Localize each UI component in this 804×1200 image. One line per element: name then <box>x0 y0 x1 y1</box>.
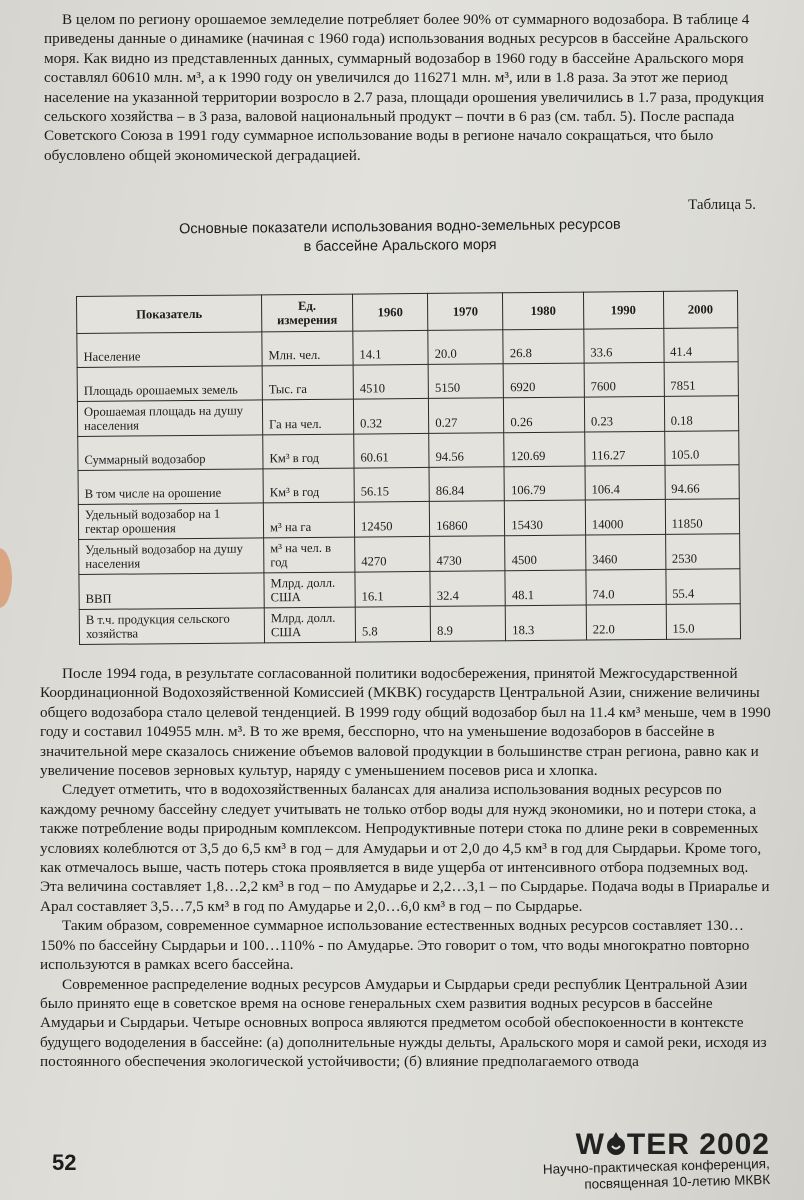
row-indicator: В т.ч. продукция сельского хозяйства <box>79 608 264 645</box>
row-value: 116.27 <box>585 431 665 466</box>
row-value: 4730 <box>430 536 505 572</box>
row-value: 41.4 <box>663 328 738 363</box>
row-value: 4510 <box>353 364 428 399</box>
table-row <box>78 499 739 540</box>
row-unit: м³ на га <box>263 502 354 538</box>
row-value: 4500 <box>505 535 586 571</box>
row-value: 0.32 <box>353 398 428 434</box>
row-value: 12450 <box>354 501 429 537</box>
row-value: 0.26 <box>504 397 585 433</box>
row-value: 106.79 <box>504 466 585 501</box>
row-unit: Тыс. га <box>262 365 353 400</box>
row-unit: Км³ в год <box>263 468 354 503</box>
row-value: 20.0 <box>428 330 503 365</box>
table-row <box>77 396 738 437</box>
row-unit: Км³ в год <box>263 434 354 469</box>
row-value: 60.61 <box>354 433 429 468</box>
conference-line1: Научно-практическая конференция, <box>542 1155 770 1177</box>
row-value: 94.56 <box>429 433 504 468</box>
row-value: 5.8 <box>355 606 430 642</box>
row-value: 105.0 <box>664 431 739 466</box>
header-1960: 1960 <box>352 293 427 331</box>
row-indicator: Удельный водозабор на душу населения <box>79 538 264 575</box>
paragraph-losses: Следует отметить, что в водохозяйственных балансах для анализа использования водных ресурсов по каждому речному бассейну следует учитывать не только отбор воды для нужд экономики, но и потери стока, а также потребление воды природным комплексом. Непродуктивные потери стока по длине реки в современных условиях колеблются от 3,5 до 6,5 км³ в год – для Амударьи и от 2,0 до 4,5 км³ в год для Сырдарьи. Кроме того, как отмечалось выше, часть потерь стока проявляется в виде ущерба от интенсивного отбора подземных вод. Эта величина составляет 1,8…2,2 км³ в год – по Амударье и 2,2…3,1 – по Сырдарье. Подача воды в Приаралье и Арал составляет 3,5…7,5 км³ в год по Амударье и 2,0…6,0 км³ в год – по Сырдарье. <box>40 781 770 915</box>
table-row <box>78 465 739 505</box>
table-row <box>79 534 740 575</box>
row-value: 0.23 <box>584 396 664 432</box>
row-value: 7851 <box>664 362 739 397</box>
row-value: 106.4 <box>585 465 665 500</box>
row-indicator: Население <box>77 332 262 368</box>
row-value: 4270 <box>355 536 430 572</box>
table-label: Таблица 5. <box>688 197 756 213</box>
row-value: 74.0 <box>586 569 666 605</box>
row-value: 6920 <box>503 363 584 398</box>
table-row <box>78 431 739 471</box>
row-indicator: Суммарный водозабор <box>78 435 263 471</box>
row-value: 15430 <box>505 500 586 536</box>
finger-edge <box>0 548 12 608</box>
row-value: 56.15 <box>354 467 429 502</box>
row-value: 26.8 <box>503 329 584 364</box>
row-value: 22.0 <box>586 604 666 640</box>
row-unit: Млрд. долл. США <box>264 607 355 643</box>
row-value: 94.66 <box>665 465 740 500</box>
row-indicator: В том числе на орошение <box>78 469 263 505</box>
logo-text-rest: TER 2002 <box>626 1128 770 1161</box>
row-value: 5150 <box>428 364 503 399</box>
header-1990: 1990 <box>583 291 663 329</box>
row-indicator: Удельный водозабор на 1 гектар орошения <box>78 503 263 540</box>
page-number: 52 <box>52 1150 77 1175</box>
table-title-line1: Основные показатели использования водно-земельных ресурсов <box>178 216 621 238</box>
row-unit: м³ на чел. в год <box>264 537 355 573</box>
row-value: 120.69 <box>504 432 585 467</box>
row-value: 18.3 <box>506 605 587 641</box>
body-text-lower <box>40 664 772 1072</box>
row-value: 15.0 <box>666 604 741 640</box>
row-indicator: ВВП <box>79 573 264 610</box>
row-value: 11850 <box>665 499 740 535</box>
logo-letter-w: W <box>575 1128 605 1161</box>
row-unit: Млн. чел. <box>262 331 353 366</box>
header-1970: 1970 <box>428 293 503 331</box>
table-row <box>77 328 738 368</box>
row-value: 55.4 <box>665 569 740 605</box>
row-indicator: Площадь орошаемых земель <box>77 366 262 402</box>
conference-caption <box>460 1156 771 1196</box>
row-value: 86.84 <box>429 467 504 502</box>
row-value: 2530 <box>665 534 740 570</box>
table-row <box>79 569 740 610</box>
header-1980: 1980 <box>503 292 584 330</box>
row-value: 32.4 <box>430 571 505 607</box>
row-unit: Млрд. долл. США <box>264 572 355 608</box>
table-title-line2: в бассейне Аральского моря <box>303 236 497 256</box>
paragraph-water-saving: После 1994 года, в результате согласованной политики водосбережения, принятой Межгосударственной Координационной Водохозяйственной Комиссией (МКВК) государств Центральной Азии, снижение величины общего водозабора стало целевой тенденцией. В 1999 году общий водозабор был на 11.4 км³ меньше, чем в 1990 году и составил 104955 млн. м³. В то же время, бесспорно, что на уменьшение водозаборов в бассейне в значительной мере сказалось снижение объемов валовой продукции в большинстве стран региона, равно как и увеличение посевов зерновых культур, наряду с уменьшением посевов риса и хлопка. <box>40 665 771 780</box>
paragraph-reuse: Таким образом, современное суммарное использование естественных водных ресурсов составляет 130…150% по бассейну Сырдарьи и 100…110% - по Амударье. Это говорит о том, что воды многократно повторно используются в рамках всего бассейна. <box>40 917 750 974</box>
row-value: 0.18 <box>664 396 739 432</box>
row-value: 48.1 <box>505 570 586 606</box>
table-row <box>79 604 740 645</box>
table-title <box>120 215 680 259</box>
conference-line2: посвященная 10-летию МКВК <box>584 1171 771 1192</box>
row-value: 7600 <box>584 362 664 397</box>
row-value: 8.9 <box>430 606 505 642</box>
row-value: 14000 <box>585 499 665 535</box>
row-indicator: Орошаемая площадь на душу населения <box>77 400 262 437</box>
row-value: 3460 <box>585 534 665 570</box>
table-row <box>77 362 738 402</box>
row-value: 0.27 <box>429 398 504 434</box>
header-2000: 2000 <box>663 291 738 329</box>
row-unit: Га на чел. <box>262 399 353 435</box>
header-unit: Ед. измерения <box>261 294 352 332</box>
row-value: 16860 <box>429 501 504 537</box>
row-value: 16.1 <box>355 571 430 607</box>
data-table <box>76 290 741 645</box>
paragraph-intro: В целом по региону орошаемое земледелие потребляет более 90% от суммарного водозабора. В таблице 4 приведены данные о динамике (начиная с 1960 года) использования водных ресурсов в бассейне Аральского моря. Как видно из представленных данных, суммарный водозабор в 1960 году в бассейне Аральского моря составлял 60610 млн. м³, а к 1990 году он увеличился до 116271 млн. м³, или в 1.8 раза. За этот же период население на указанной территории возросло в 2.7 раза, площади орошения увеличились в 1.7 раза, продукция сельского хозяйства – в 3 раза, валовой национальный продукт – почти в 6 раз (см. табл. 5). После распада Советского Союза в 1991 году суммарное использование воды в регионе начало сокращаться, что было обусловлено общей экономической деградацией. <box>44 11 764 164</box>
water-drop-icon <box>606 1131 626 1157</box>
row-value: 33.6 <box>584 328 664 363</box>
paragraph-distribution: Современное распределение водных ресурсов Амударьи и Сырдарьи среди республик Центральной Азии было принято еще в советское время на основе генеральных схем развития водных ресурсов в бассейне Амударьи и Сырдарьи. Четыре основных вопроса являются предметом особой обеспокоенности в контексте будущего вододеления в бассейне: (а) дополнительные нужды дельты, Аральского моря и самой реки, исходя из постоянного обеспечения экологической устойчивости; (б) влияние предполагаемого отвода <box>40 975 767 1071</box>
header-indicator: Показатель <box>77 295 262 334</box>
table-header-row <box>77 291 738 334</box>
row-value: 14.1 <box>353 330 428 365</box>
